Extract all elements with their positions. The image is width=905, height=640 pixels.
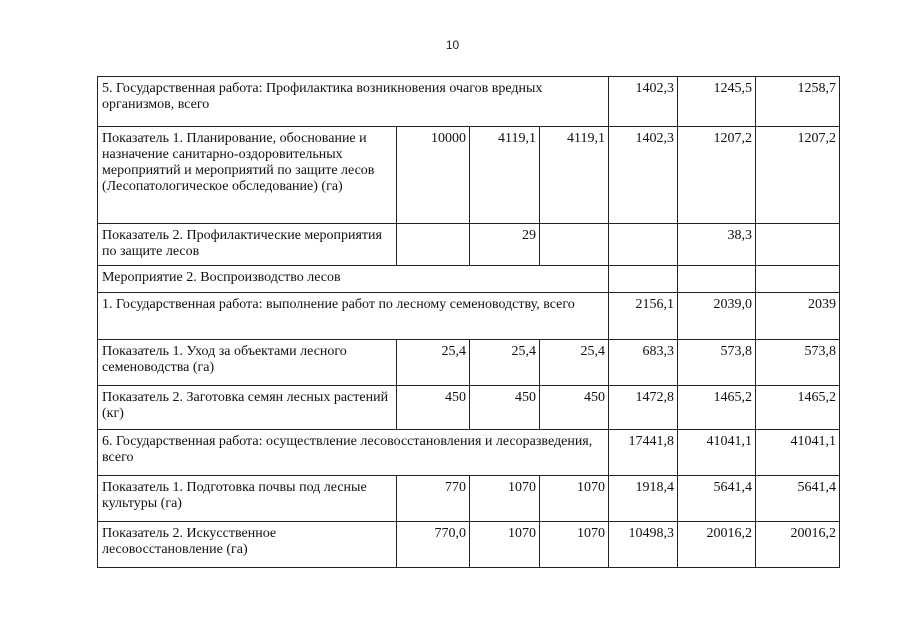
table-cell: 5641,4: [678, 476, 756, 522]
page-number: 10: [445, 38, 460, 52]
table-cell: 1070: [540, 476, 609, 522]
table-cell: [397, 224, 470, 266]
table-cell: [678, 266, 756, 293]
table-cell: 20016,2: [678, 522, 756, 568]
table-cell: [609, 224, 678, 266]
table-cell: 2039,0: [678, 293, 756, 340]
table-cell: 10000: [397, 127, 470, 224]
table-cell: 1472,8: [609, 386, 678, 430]
indicator-label: Показатель 1. Уход за объектами лесного семеноводства (га): [98, 340, 397, 386]
table-cell: 1207,2: [678, 127, 756, 224]
table-cell: 25,4: [470, 340, 540, 386]
table-cell: 1402,3: [609, 127, 678, 224]
section-label: 6. Государственная работа: осуществление лесовосстановления и лесоразведения, всего: [98, 430, 609, 476]
table-cell: 1402,3: [609, 77, 678, 127]
table-row-indicator: [98, 522, 840, 568]
table-row-indicator: [98, 386, 840, 430]
table-cell: 450: [397, 386, 470, 430]
table-cell: 17441,8: [609, 430, 678, 476]
table-row-indicator: [98, 224, 840, 266]
indicator-label: Показатель 2. Искусственное лесовосстановление (га): [98, 522, 397, 568]
table-cell: 25,4: [397, 340, 470, 386]
table-cell: [540, 224, 609, 266]
table-cell: 1070: [470, 476, 540, 522]
table-cell: 1070: [540, 522, 609, 568]
indicator-label: Показатель 1. Подготовка почвы под лесные культуры (га): [98, 476, 397, 522]
section-label: 5. Государственная работа: Профилактика возникновения очагов вредных организмов, всего: [98, 77, 609, 127]
indicator-label: Показатель 1. Планирование, обоснование и назначение санитарно-оздоровительных мероприятий и мероприятий по защите лесов (Лесопатологическое обследование) (га): [98, 127, 397, 224]
table-cell: 29: [470, 224, 540, 266]
table-row-section: [98, 77, 840, 127]
table-cell: 2039: [756, 293, 840, 340]
table-cell: 10498,3: [609, 522, 678, 568]
table-cell: 573,8: [756, 340, 840, 386]
table-cell: 38,3: [678, 224, 756, 266]
table-row-indicator: [98, 340, 840, 386]
table-cell: 770: [397, 476, 470, 522]
table-cell: 1070: [470, 522, 540, 568]
table-cell: 41041,1: [756, 430, 840, 476]
table-cell: 1258,7: [756, 77, 840, 127]
table-cell: 450: [540, 386, 609, 430]
indicator-label: Показатель 2. Профилактические мероприятия по защите лесов: [98, 224, 397, 266]
section-label: 1. Государственная работа: выполнение работ по лесному семеноводству, всего: [98, 293, 609, 340]
event-label: Мероприятие 2. Воспроизводство лесов: [98, 266, 609, 293]
table-cell: 1207,2: [756, 127, 840, 224]
table-row-event: [98, 266, 840, 293]
table-row-section: [98, 430, 840, 476]
table-row-indicator: [98, 476, 840, 522]
table-cell: [756, 266, 840, 293]
table-cell: 25,4: [540, 340, 609, 386]
data-table: [97, 76, 840, 568]
table-cell: 450: [470, 386, 540, 430]
table-cell: 41041,1: [678, 430, 756, 476]
table-cell: 1465,2: [756, 386, 840, 430]
table-row-section: [98, 293, 840, 340]
table-row-indicator: [98, 127, 840, 224]
table-cell: 573,8: [678, 340, 756, 386]
table-cell: [609, 266, 678, 293]
table-cell: 4119,1: [470, 127, 540, 224]
table-cell: 1918,4: [609, 476, 678, 522]
table-cell: 770,0: [397, 522, 470, 568]
table-cell: 1465,2: [678, 386, 756, 430]
table-cell: 1245,5: [678, 77, 756, 127]
table-cell: 20016,2: [756, 522, 840, 568]
indicator-label: Показатель 2. Заготовка семян лесных растений (кг): [98, 386, 397, 430]
table-cell: 5641,4: [756, 476, 840, 522]
table-cell: 2156,1: [609, 293, 678, 340]
table-cell: [756, 224, 840, 266]
table-cell: 683,3: [609, 340, 678, 386]
table-cell: 4119,1: [540, 127, 609, 224]
